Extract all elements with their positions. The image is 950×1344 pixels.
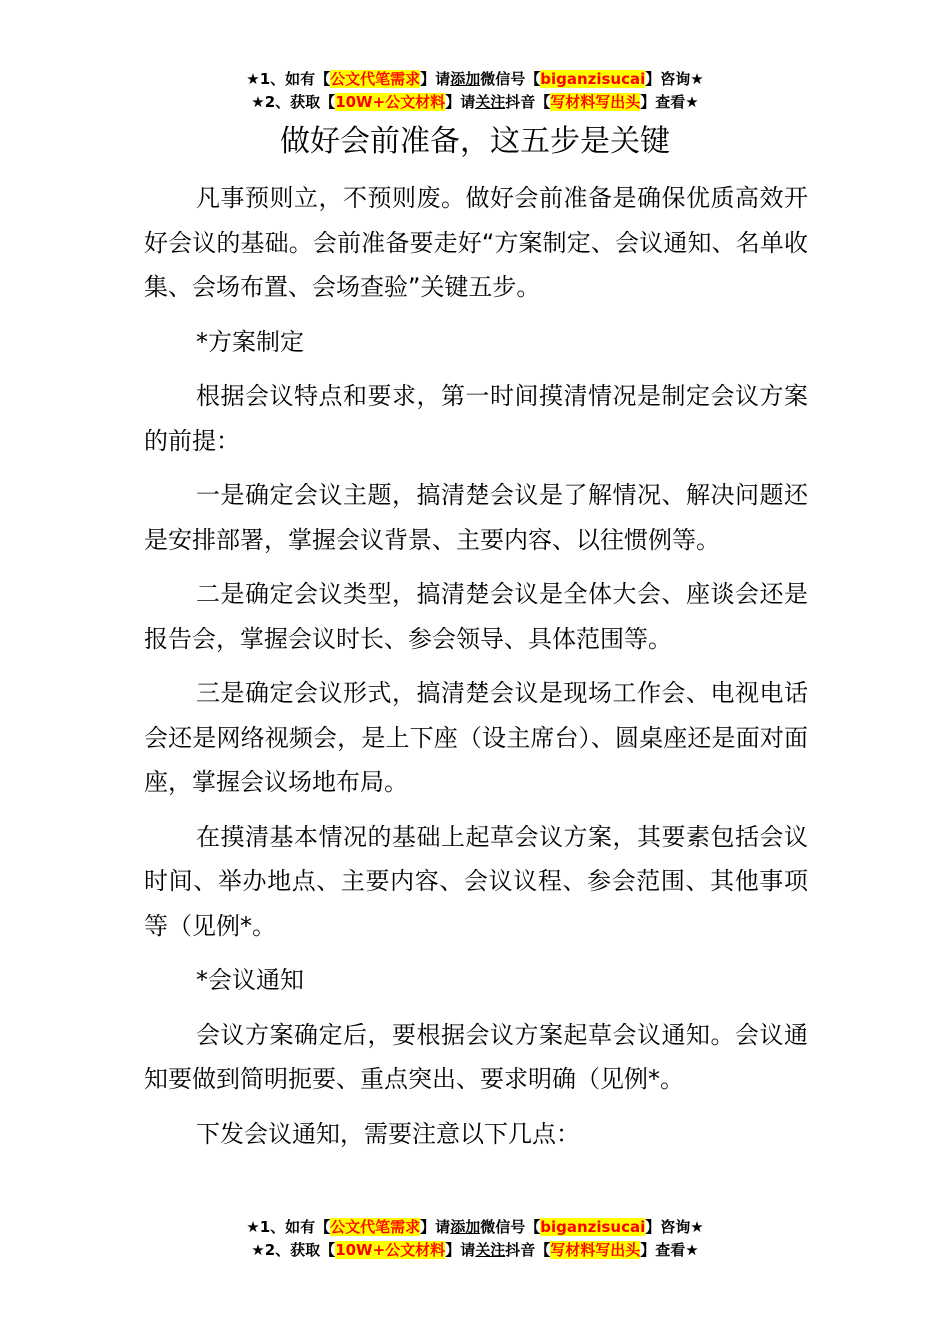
banner-text: 抖音【 bbox=[505, 93, 551, 111]
banner-text: 】请 bbox=[445, 93, 476, 111]
banner-underlined: 关注 bbox=[475, 93, 506, 111]
banner-highlight: 写材料写出头 bbox=[550, 1241, 641, 1259]
banner-underlined: 添加 bbox=[450, 1218, 481, 1236]
banner-text: 抖音【 bbox=[505, 1241, 551, 1259]
banner-line-2 bbox=[0, 1239, 950, 1262]
banner-text: 微信号【 bbox=[480, 70, 541, 88]
banner-text: ★2、获取【 bbox=[251, 93, 336, 111]
banner-highlight: biganzisucai bbox=[540, 1218, 646, 1236]
banner-highlight: 公文代笔需求 bbox=[330, 70, 421, 88]
banner-text: ★2、获取【 bbox=[251, 1241, 336, 1259]
banner-text: 微信号【 bbox=[480, 1218, 541, 1236]
banner-highlight: 10W+公文材料 bbox=[335, 93, 446, 111]
paragraph: 会议方案确定后，要根据会议方案起草会议通知。会议通知要做到简明扼要、重点突出、要求明确（见例*。 bbox=[144, 1020, 808, 1093]
banner-highlight: 10W+公文材料 bbox=[335, 1241, 446, 1259]
document-body bbox=[144, 176, 808, 1166]
banner-text: 】咨询★ bbox=[645, 1218, 704, 1236]
banner-text: 】请 bbox=[420, 1218, 451, 1236]
paragraph: 在摸清基本情况的基础上起草会议方案，其要素包括会议时间、举办地点、主要内容、会议议程、参会范围、其他事项等（见例*。 bbox=[144, 822, 808, 940]
banner-text: 】查看★ bbox=[640, 93, 699, 111]
banner-text: ★1、如有【 bbox=[246, 70, 331, 88]
header-banner bbox=[0, 68, 950, 114]
banner-line-1 bbox=[0, 68, 950, 91]
banner-text: ★1、如有【 bbox=[246, 1218, 331, 1236]
banner-text: 】查看★ bbox=[640, 1241, 699, 1259]
banner-line-2 bbox=[0, 91, 950, 114]
section-heading-notice: *会议通知 bbox=[196, 966, 304, 994]
document-title: 做好会前准备，这五步是关键 bbox=[280, 124, 670, 159]
banner-underlined: 关注 bbox=[475, 1241, 506, 1259]
section-heading-plan: *方案制定 bbox=[196, 327, 304, 356]
paragraph: 根据会议特点和要求，第一时间摸清情况是制定会议方案的前提： bbox=[144, 382, 808, 455]
paragraph: 一是确定会议主题，搞清楚会议是了解情况、解决问题还是安排部署，掌握会议背景、主要内容、以往惯例等。 bbox=[144, 481, 808, 554]
banner-line-1 bbox=[0, 1216, 950, 1239]
paragraph: 下发会议通知，需要注意以下几点： bbox=[196, 1119, 580, 1148]
banner-highlight: 公文代笔需求 bbox=[330, 1218, 421, 1236]
banner-highlight: biganzisucai bbox=[540, 70, 646, 88]
banner-text: 】请 bbox=[420, 70, 451, 88]
banner-underlined: 添加 bbox=[450, 70, 481, 88]
paragraph: 二是确定会议类型，搞清楚会议是全体大会、座谈会还是报告会，掌握会议时长、参会领导、具体范围等。 bbox=[144, 580, 808, 653]
banner-text: 】咨询★ bbox=[645, 70, 704, 88]
banner-text: 】请 bbox=[445, 1241, 476, 1259]
footer-banner bbox=[0, 1216, 950, 1262]
banner-highlight: 写材料写出头 bbox=[550, 93, 641, 111]
paragraph-intro: 凡事预则立，不预则废。做好会前准备是确保优质高效开好会议的基础。会前准备要走好“方案制定、会议通知、名单收集、会场布置、会场查验”关键五步。 bbox=[144, 184, 808, 301]
paragraph: 三是确定会议形式，搞清楚会议是现场工作会、电视电话会还是网络视频会，是上下座（设主席台）、圆桌座还是面对面座，掌握会议场地布局。 bbox=[144, 679, 808, 796]
